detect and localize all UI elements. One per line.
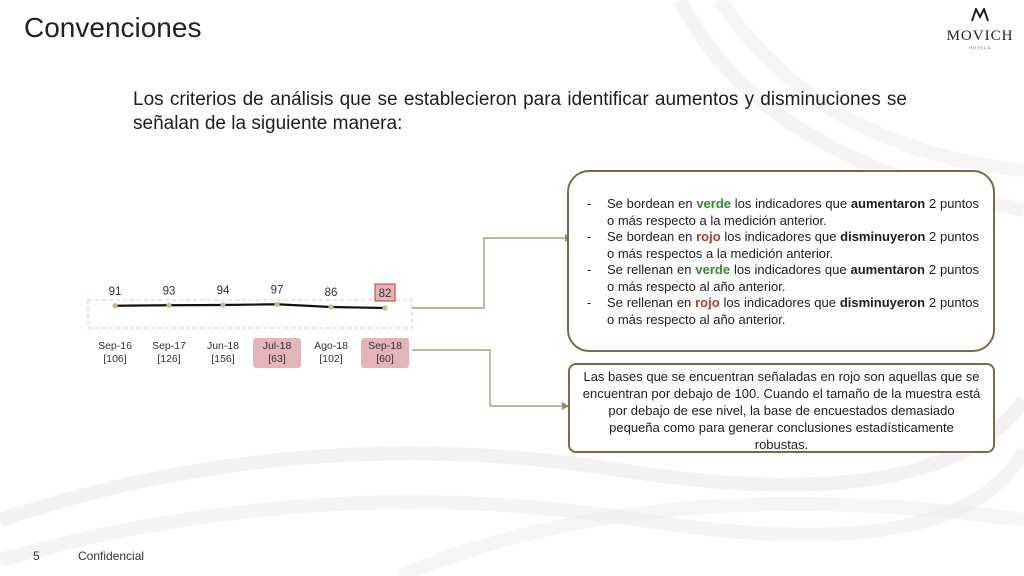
page-number: 5 bbox=[33, 549, 40, 563]
criteria-text: 2 puntos o más respectos a la medición anterior. bbox=[607, 229, 979, 261]
base-label: [126] bbox=[157, 353, 181, 365]
value-label: 97 bbox=[270, 284, 284, 297]
criteria-bold-word: aumentaron bbox=[850, 196, 926, 211]
criteria-item bbox=[585, 295, 979, 328]
base-label: [63] bbox=[268, 353, 286, 365]
data-point bbox=[382, 305, 387, 310]
criteria-list bbox=[585, 196, 979, 328]
base-note-box bbox=[568, 363, 995, 453]
data-point bbox=[328, 304, 333, 309]
criteria-text: 2 puntos o más respecto a la medición anterior. bbox=[607, 196, 979, 228]
data-point bbox=[166, 303, 171, 308]
series-line bbox=[115, 304, 385, 308]
data-point bbox=[112, 303, 117, 308]
criteria-text: Se rellenan en bbox=[607, 295, 696, 310]
criteria-text: Se rellenan en bbox=[607, 262, 696, 277]
criteria-text: los indicadores que bbox=[731, 196, 851, 211]
data-point bbox=[220, 302, 225, 307]
base-label: [156] bbox=[211, 353, 235, 365]
base-label: [106] bbox=[103, 353, 127, 365]
criteria-text: Se bordean en bbox=[607, 229, 697, 244]
criteria-text: los indicadores que bbox=[720, 229, 841, 244]
connector-arrow-2 bbox=[412, 350, 562, 406]
logo-text: MOVICH bbox=[946, 28, 1014, 44]
criteria-color-word: verde bbox=[696, 196, 732, 211]
logo-subtext: HOTELS bbox=[968, 45, 991, 50]
x-tick-label: Ago-18 bbox=[314, 340, 348, 352]
criteria-color-word: verde bbox=[695, 262, 731, 277]
criteria-bold-word: disminuyeron bbox=[840, 229, 926, 244]
data-point bbox=[274, 302, 279, 307]
connector-arrow-1 bbox=[412, 238, 565, 308]
bullet-dash: - bbox=[587, 196, 592, 211]
x-tick-label: Jun-18 bbox=[206, 340, 240, 352]
criteria-item bbox=[585, 229, 979, 262]
criteria-text: Se bordean en bbox=[607, 196, 697, 211]
value-label: 82 bbox=[378, 288, 392, 300]
page-title: Convenciones bbox=[24, 12, 202, 43]
value-label: 91 bbox=[108, 285, 122, 298]
bullet-dash: - bbox=[587, 262, 592, 277]
x-tick-label: Sep-16 bbox=[98, 340, 132, 352]
criteria-text: 2 puntos o más respecto al año anterior. bbox=[607, 262, 979, 294]
criteria-color-word: rojo bbox=[696, 229, 721, 244]
x-tick-label: Sep-17 bbox=[152, 340, 186, 352]
base-note-text: Las bases que se encuentran señaladas en rojo son aquellas que se encuentran por debajo de 100. Cuando el tamaño de la muestra está por debajo de ese nivel, la base de encuestados demasiado pequeña como para generar conclusiones estadísticamente robustas. bbox=[582, 369, 981, 452]
criteria-item bbox=[585, 196, 979, 229]
criteria-item bbox=[585, 262, 979, 295]
criteria-text: los indicadores que bbox=[719, 295, 840, 310]
criteria-text: 2 puntos o más respecto al año anterior. bbox=[607, 295, 979, 327]
intro-paragraph: Los criterios de análisis que se establecieron para identificar aumentos y disminuciones se señalan de la siguiente manera: bbox=[133, 89, 907, 134]
x-tick-label: Sep-18 bbox=[368, 340, 402, 352]
criteria-color-word: rojo bbox=[695, 295, 720, 310]
criteria-bold-word: disminuyeron bbox=[839, 295, 926, 310]
value-label: 94 bbox=[216, 285, 230, 297]
base-label: [60] bbox=[376, 353, 394, 365]
criteria-bold-word: aumentaron bbox=[850, 262, 925, 277]
bullet-dash: - bbox=[587, 229, 592, 244]
bullet-dash: - bbox=[587, 295, 592, 310]
criteria-box bbox=[567, 170, 995, 352]
footer-label: Confidencial bbox=[78, 549, 145, 563]
criteria-text: los indicadores que bbox=[730, 262, 851, 277]
x-tick-label: Jul-18 bbox=[262, 340, 292, 352]
value-label: 86 bbox=[324, 287, 338, 299]
value-label: 93 bbox=[162, 285, 176, 298]
base-label: [102] bbox=[319, 353, 343, 365]
